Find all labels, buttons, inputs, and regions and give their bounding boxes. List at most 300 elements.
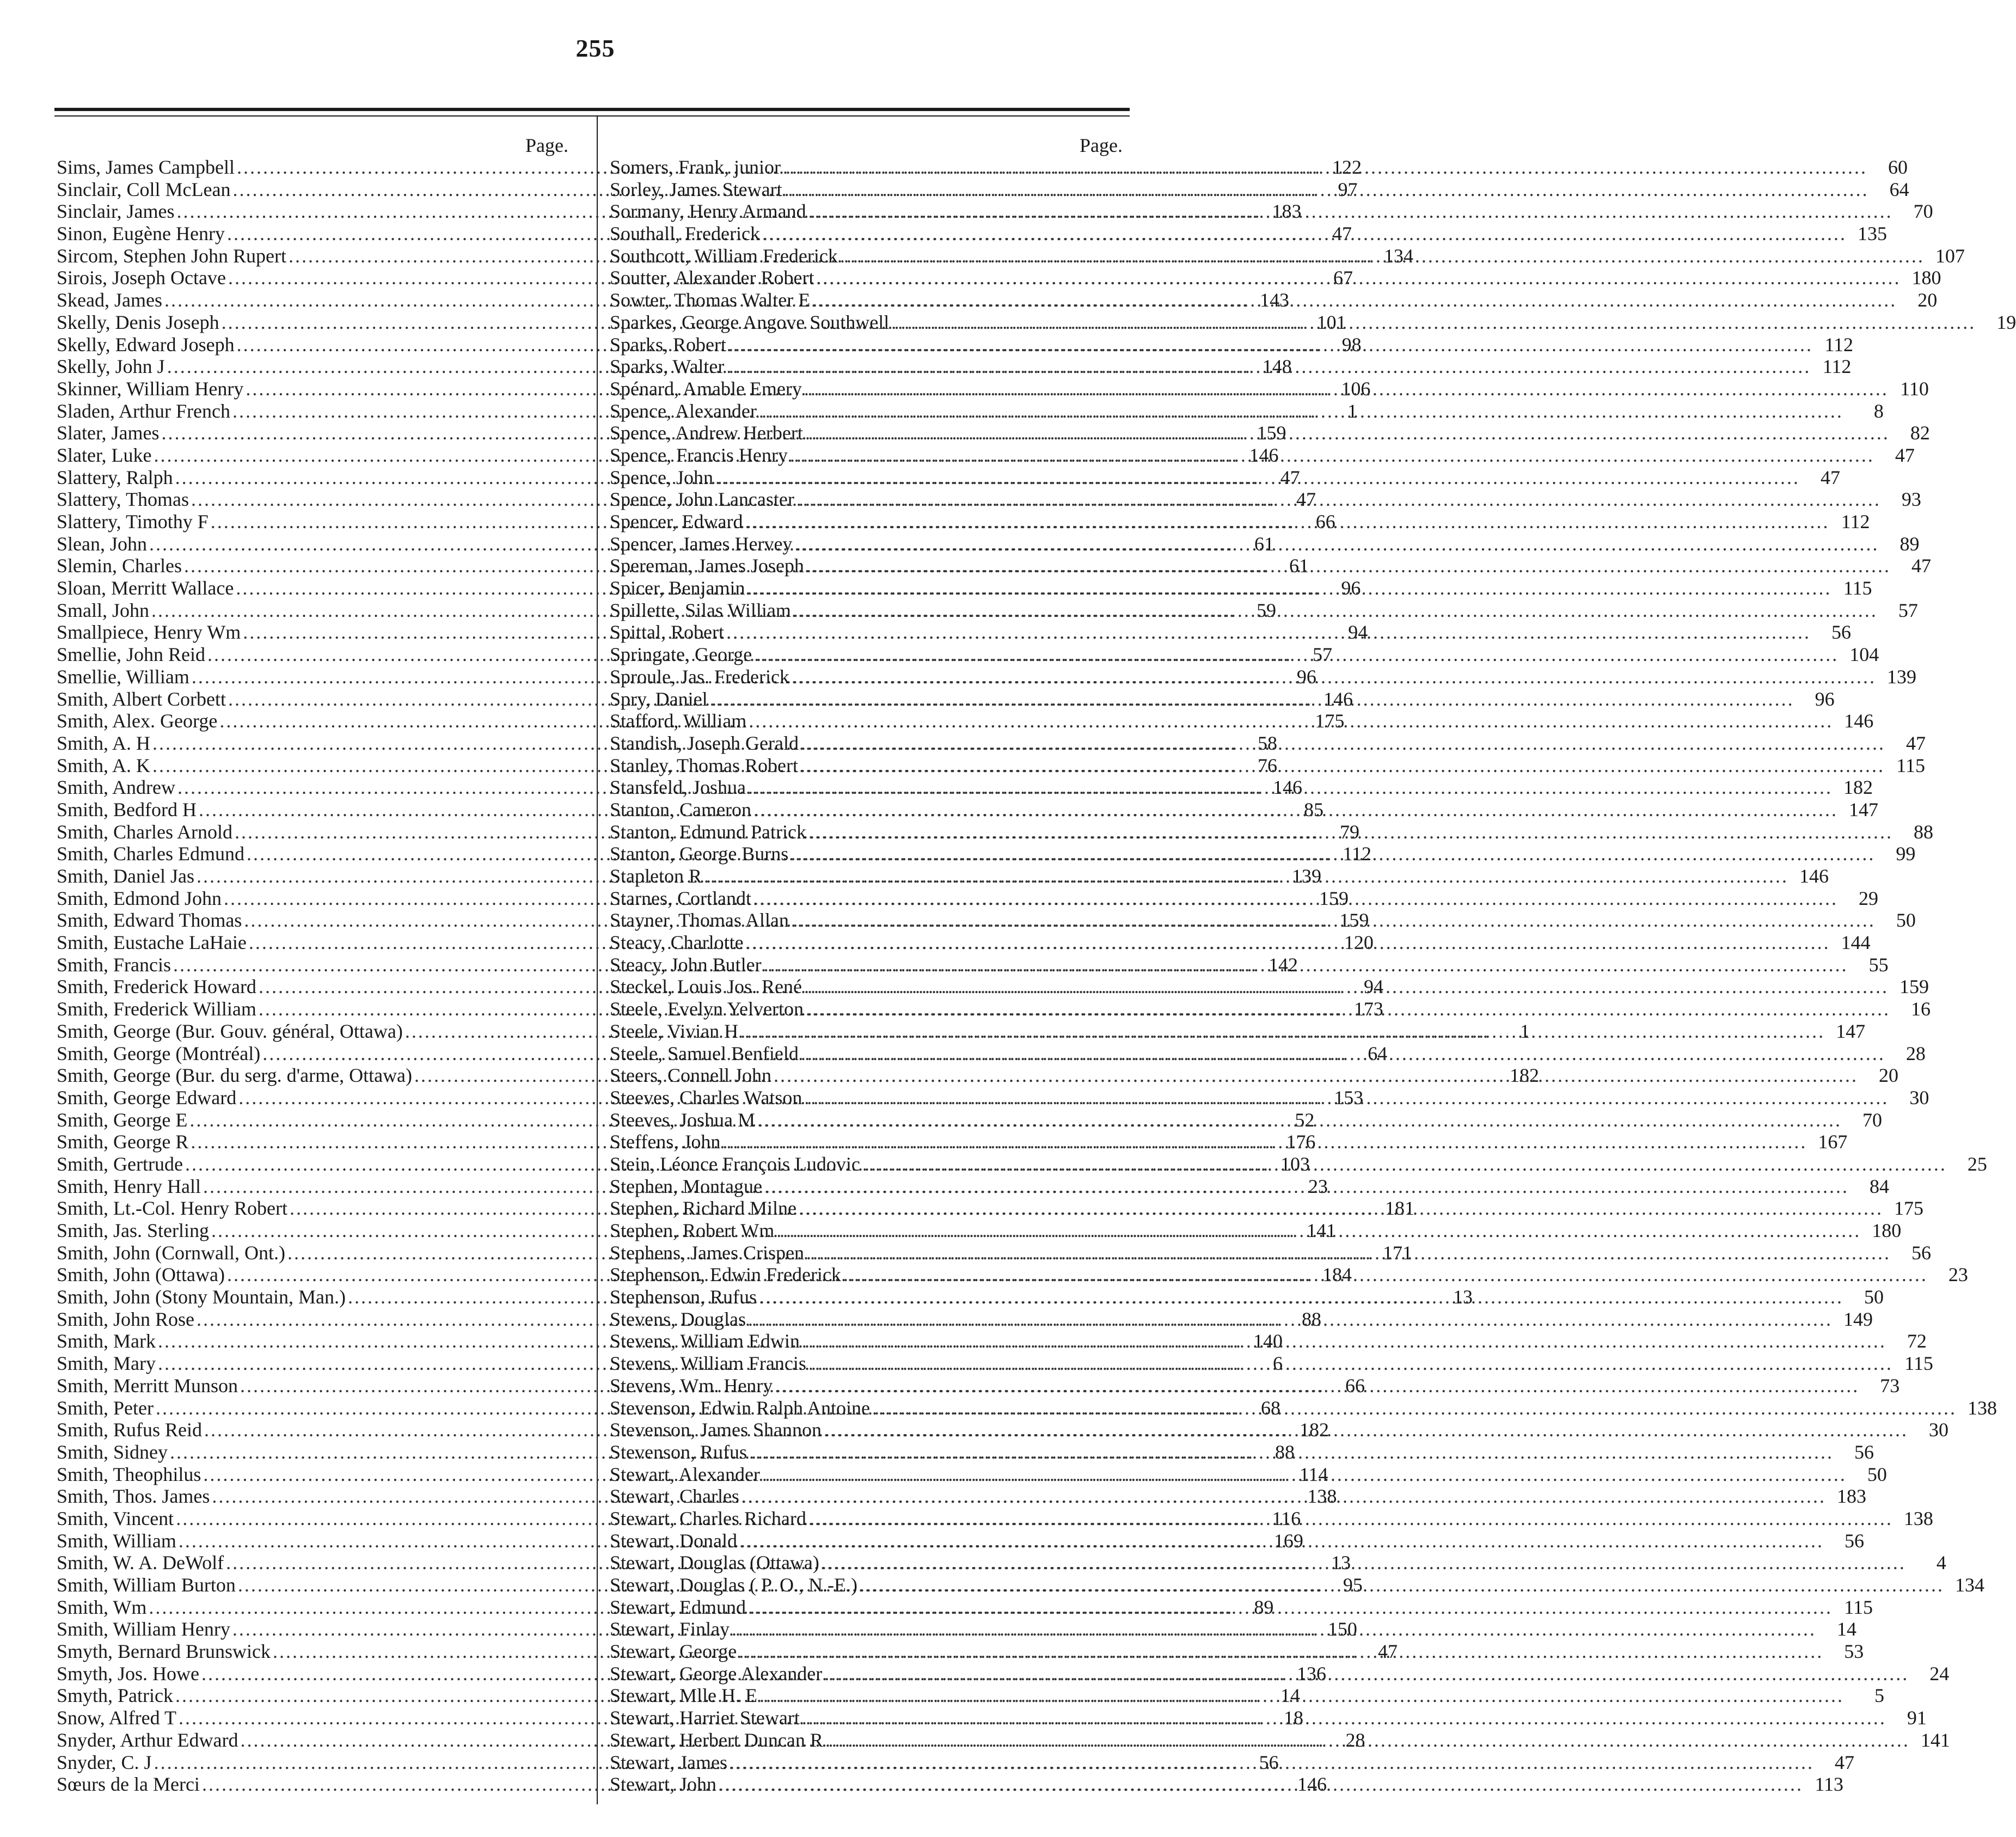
- entry-page-number: 146: [1273, 776, 1303, 799]
- dot-leader: [752, 644, 1841, 666]
- right-page-heading: Page.: [1080, 134, 1123, 156]
- entry-name: Smith, George (Bur. Gouv. général, Ottawa): [57, 1020, 403, 1042]
- entry-page-number: 96: [1296, 665, 1316, 688]
- dot-leader: [810, 289, 1899, 311]
- entry-name: Smith, Eustache LaHaie: [57, 932, 247, 954]
- entry-page-number: 23: [1308, 1175, 1328, 1197]
- entry-name: Stanton, George Burns: [610, 843, 789, 865]
- page-number: 255: [575, 34, 615, 62]
- entry-name: Springate, George: [610, 644, 752, 666]
- entry-name: Smith, Merritt Munson: [57, 1374, 238, 1397]
- entry-name: Stevenson, Rufus: [610, 1441, 747, 1463]
- dot-leader: [746, 1596, 1835, 1619]
- entry-page-number: 5: [1874, 1685, 1884, 1707]
- entry-name: Stevenson, Edwin Ralph Antoine: [610, 1397, 870, 1419]
- entry-page-number: 24: [1929, 1662, 1950, 1685]
- entry-page-number: 47: [1377, 1640, 1398, 1663]
- dot-leader: [792, 533, 1881, 555]
- entry-page-number: 184: [1322, 1264, 1352, 1286]
- entry-page-number: 8: [1873, 400, 1884, 422]
- dot-leader: [720, 1131, 1809, 1153]
- dot-leader: [760, 1464, 1849, 1486]
- entry-page-number: 169: [1273, 1529, 1303, 1552]
- dot-leader: [794, 488, 1883, 511]
- entry-name: Smith, John (Ottawa): [57, 1264, 225, 1286]
- entry-page-number: 94: [1348, 621, 1368, 644]
- entry-name: Stewart, Mlle H. E: [610, 1685, 757, 1707]
- dot-leader: [739, 1485, 1828, 1508]
- entry-name: Spereman, James Joseph: [610, 555, 804, 577]
- entry-name: Stewart, John: [610, 1773, 716, 1796]
- entry-page-number: 114: [1299, 1463, 1328, 1485]
- entry-name: Skelly, Edward Joseph: [57, 333, 235, 356]
- entry-page-number: 143: [1259, 289, 1289, 311]
- entry-name: Stevens, Wm. Henry: [610, 1374, 773, 1397]
- entry-page-number: 13: [1331, 1552, 1351, 1574]
- entry-page-number: 53: [1844, 1640, 1864, 1663]
- entry-page-number: 110: [1900, 377, 1929, 400]
- entry-page-number: 56: [1844, 1529, 1864, 1552]
- index-entry: [610, 466, 1840, 489]
- entry-name: Spry, Daniel: [610, 688, 708, 710]
- entry-page-number: 115: [1904, 1352, 1933, 1375]
- dot-leader: [799, 732, 1888, 755]
- dot-leader: [806, 1352, 1895, 1375]
- entry-page-number: 116: [1272, 1507, 1301, 1529]
- dot-leader: [782, 179, 1871, 201]
- entry-page-number: 66: [1345, 1374, 1365, 1397]
- entry-page-number: 67: [1333, 267, 1353, 289]
- dot-leader: [746, 1308, 1835, 1331]
- entry-page-number: 147: [1836, 1020, 1866, 1042]
- entry-page-number: 159: [1257, 422, 1286, 444]
- entry-name: Steele, Samuel Benfield: [610, 1042, 799, 1064]
- entry-page-number: 176: [1286, 1131, 1316, 1153]
- entry-page-number: 142: [1269, 953, 1298, 976]
- entry-page-number: 141: [1307, 1220, 1337, 1241]
- entry-page-number: 183: [1836, 1485, 1866, 1508]
- entry-name: Smith, Frederick William: [57, 998, 256, 1020]
- entry-name: Stein, Léonce François Ludovic: [610, 1153, 860, 1175]
- entry-page-number: 50: [1896, 909, 1916, 932]
- entry-page-number: 112: [1824, 333, 1853, 356]
- entry-name: Spittal, Robert: [610, 621, 724, 644]
- entry-page-number: 115: [1843, 577, 1872, 599]
- dot-leader: [743, 511, 1831, 533]
- entry-name: Smyth, Jos. Howe: [57, 1662, 200, 1685]
- entry-name: Stayner, Thomas Allan: [610, 909, 789, 932]
- entry-name: Smith, W. A. DeWolf: [57, 1552, 224, 1574]
- entry-name: Smith, Gertrude: [57, 1153, 183, 1175]
- dot-leader: [762, 1175, 1851, 1198]
- entry-page-number: 96: [1815, 688, 1835, 710]
- entry-name: Smith, William: [57, 1529, 176, 1552]
- entry-page-number: 112: [1822, 356, 1852, 378]
- entry-name: Smith, Frederick Howard: [57, 976, 256, 998]
- entry-name: Smith, John Rose: [57, 1308, 195, 1330]
- entry-page-number: 175: [1894, 1197, 1923, 1220]
- entry-name: Steacy, Charlotte: [610, 932, 744, 954]
- entry-name: Snow, Alfred T: [57, 1707, 176, 1729]
- entry-page-number: 30: [1928, 1419, 1948, 1441]
- entry-page-number: 56: [1831, 621, 1851, 644]
- entry-page-number: 70: [1862, 1109, 1882, 1131]
- entry-name: Steers, Connell John: [610, 1064, 771, 1087]
- entry-name: Stewart, Alexander: [610, 1463, 760, 1485]
- dot-leader: [802, 976, 1891, 998]
- entry-name: Stewart, James: [610, 1751, 727, 1773]
- entry-page-number: 47: [1911, 555, 1931, 577]
- dot-leader: [841, 1264, 1930, 1286]
- entry-page-number: 171: [1383, 1241, 1412, 1264]
- entry-page-number: 82: [1910, 422, 1930, 444]
- entry-name: Stanton, Edmund Patrick: [610, 820, 806, 843]
- entry-name: Steckel, Louis Jos. René: [610, 976, 802, 998]
- entry-page-number: 181: [1384, 1197, 1414, 1220]
- entry-page-number: 68: [1261, 1397, 1280, 1419]
- entry-name: Steeves, Joshua M: [610, 1109, 755, 1131]
- entry-name: Smith, Francis: [57, 953, 171, 976]
- entry-name: Stewart, Douglas ( P. O., N.-E.): [610, 1574, 857, 1596]
- entry-name: Steele, Vivian H: [610, 1020, 739, 1042]
- entry-name: Smith, Lt.-Col. Henry Robert: [57, 1197, 287, 1220]
- dot-leader: [800, 1330, 1889, 1352]
- dot-leader: [737, 1530, 1826, 1552]
- entry-name: Smyth, Patrick: [57, 1685, 173, 1707]
- entry-name: Smith, Edward Thomas: [57, 909, 242, 932]
- dot-leader: [746, 710, 1835, 732]
- entry-name: Skelly, Denis Joseph: [57, 311, 219, 333]
- dot-leader: [757, 400, 1846, 422]
- entry-page-number: 180: [1911, 267, 1941, 289]
- entry-page-number: 6: [1273, 1352, 1283, 1375]
- entry-page-number: 18: [1284, 1707, 1303, 1729]
- entry-page-number: 96: [1341, 577, 1361, 599]
- entry-page-number: 66: [1315, 511, 1335, 532]
- entry-page-number: 73: [1880, 1374, 1900, 1397]
- entry-page-number: 122: [1332, 156, 1362, 178]
- entry-name: Sinclair, Coll McLean: [57, 178, 231, 200]
- entry-name: Spénard, Amable Emery: [610, 377, 802, 400]
- dot-leader: [724, 621, 1813, 644]
- dot-leader: [857, 1574, 1946, 1596]
- entry-page-number: 159: [1899, 976, 1929, 998]
- entry-name: Smith, John (Stony Mountain, Man.): [57, 1286, 346, 1308]
- entry-name: Smith, George (Bur. du serg. d'arme, Ottawa): [57, 1064, 413, 1087]
- entry-page-number: 95: [1343, 1574, 1363, 1596]
- entry-name: Smyth, Bernard Brunswick: [57, 1640, 271, 1663]
- dot-leader: [713, 467, 1802, 489]
- dot-leader: [702, 865, 1791, 887]
- entry-name: Smith, Henry Hall: [57, 1175, 201, 1197]
- dot-leader: [755, 1109, 1844, 1131]
- entry-name: Sormany, Henry Armand: [610, 200, 806, 223]
- entry-name: Stewart, Charles: [610, 1485, 739, 1508]
- entry-name: Smith, William Henry: [57, 1618, 230, 1640]
- entry-name: Skinner, William Henry: [57, 377, 244, 400]
- entry-name: Snyder, C. J: [57, 1751, 152, 1773]
- entry-name: Spence, John: [610, 466, 713, 488]
- entry-page-number: 56: [1854, 1441, 1874, 1463]
- entry-page-number: 115: [1844, 1596, 1873, 1618]
- entry-page-number: 56: [1259, 1751, 1279, 1773]
- entry-page-number: 173: [1353, 998, 1383, 1020]
- entry-name: Smith, Alex. George: [57, 710, 218, 732]
- dot-leader: [781, 156, 1870, 179]
- entry-name: Stewart, Charles Richard: [610, 1507, 806, 1529]
- entry-page-number: 182: [1510, 1064, 1540, 1087]
- entry-page-number: 101: [1316, 311, 1346, 333]
- entry-page-number: 146: [1799, 865, 1829, 887]
- dot-leader: [757, 1685, 1846, 1707]
- entry-name: Slattery, Timothy F: [57, 511, 209, 532]
- entry-page-number: 94: [1363, 976, 1383, 998]
- entry-name: Smith, Rufus Reid: [57, 1419, 203, 1441]
- index-entry: [610, 400, 1884, 422]
- entry-page-number: 146: [1297, 1773, 1327, 1796]
- entry-name: Spence, Francis Henry: [610, 444, 788, 466]
- dot-leader: [789, 909, 1878, 932]
- entry-name: Slattery, Thomas: [57, 488, 189, 511]
- entry-page-number: 50: [1864, 1286, 1884, 1308]
- dot-leader: [799, 1043, 1888, 1065]
- entry-name: Sproule, Jas. Frederick: [610, 665, 789, 688]
- entry-name: Smith, A. K: [57, 754, 151, 776]
- entry-name: Smith, Edmond John: [57, 887, 222, 909]
- entry-page-number: 112: [1343, 843, 1371, 865]
- entry-page-number: 146: [1323, 688, 1353, 710]
- dot-leader: [800, 1707, 1889, 1729]
- entry-page-number: 112: [1841, 511, 1870, 532]
- dot-leader: [771, 1064, 1860, 1087]
- entry-name: Small, John: [57, 599, 150, 621]
- entry-name: Smellie, William: [57, 665, 189, 688]
- entry-name: Slater, James: [57, 422, 160, 444]
- entry-page-number: 141: [1920, 1729, 1950, 1751]
- entry-name: Sparkes, George Angove Southwell: [610, 311, 890, 333]
- entry-page-number: 113: [1815, 1773, 1843, 1796]
- entry-page-number: 136: [1297, 1662, 1327, 1685]
- entry-name: Stephen, Robert Wm: [610, 1220, 775, 1241]
- dot-leader: [751, 799, 1840, 821]
- dot-leader: [762, 954, 1850, 976]
- entry-page-number: 47: [1820, 466, 1840, 488]
- entry-name: Slater, Luke: [57, 444, 152, 466]
- entry-name: Slemin, Charles: [57, 555, 182, 577]
- entry-page-number: 144: [1841, 932, 1871, 954]
- dot-leader: [814, 267, 1903, 289]
- entry-name: Stevens, Douglas: [610, 1308, 746, 1330]
- entry-page-number: 70: [1913, 200, 1933, 223]
- entry-name: Sims, James Campbell: [57, 156, 235, 178]
- entry-name: Smith, Daniel Jas: [57, 865, 194, 887]
- entry-name: Smith, Charles Arnold: [57, 820, 232, 843]
- entry-page-number: 120: [1344, 932, 1374, 954]
- entry-page-number: 56: [1911, 1241, 1931, 1264]
- entry-name: Smith, Peter: [57, 1397, 154, 1419]
- entry-page-number: 138: [1307, 1485, 1337, 1508]
- entry-page-number: 138: [1903, 1507, 1933, 1529]
- entry-page-number: 146: [1249, 444, 1279, 466]
- entry-page-number: 20: [1917, 289, 1938, 311]
- entry-name: Stephens, James Crispen: [610, 1241, 804, 1264]
- dot-leader: [791, 599, 1880, 622]
- entry-page-number: 14: [1280, 1685, 1300, 1707]
- entry-page-number: 47: [1332, 223, 1352, 245]
- dot-leader: [796, 1197, 1885, 1220]
- entry-name: Stapleton R: [610, 865, 702, 887]
- entry-name: Stansfeld, Joshua: [610, 776, 746, 799]
- entry-name: Snyder, Arthur Edward: [57, 1729, 238, 1751]
- header-rule-thick: [54, 108, 1130, 111]
- entry-name: Sinon, Eugène Henry: [57, 223, 225, 245]
- entry-name: Soutter, Alexander Robert: [610, 267, 814, 289]
- entry-name: Smith, George (Montréal): [57, 1042, 261, 1064]
- entry-page-number: 47: [1895, 444, 1915, 466]
- index-entry: [610, 1352, 1933, 1375]
- entry-name: Spence, Andrew Herbert: [610, 422, 803, 444]
- dot-leader: [889, 311, 1978, 334]
- entry-name: Sirois, Joseph Octave: [57, 267, 226, 289]
- entry-page-number: 150: [1327, 1618, 1357, 1640]
- entry-page-number: 167: [1818, 1131, 1848, 1153]
- entry-name: Smith, Jas. Sterling: [57, 1220, 210, 1241]
- entry-page-number: 93: [1901, 488, 1921, 511]
- entry-name: Slattery, Ralph: [57, 466, 173, 488]
- dot-leader: [788, 444, 1877, 467]
- dot-leader: [737, 1640, 1825, 1663]
- entry-page-number: 146: [1844, 710, 1874, 732]
- entry-name: Stewart, Finlay: [610, 1618, 730, 1640]
- entry-name: Smith, Sidney: [57, 1441, 168, 1463]
- entry-name: Smith, George R: [57, 1131, 189, 1153]
- dot-leader: [806, 821, 1895, 843]
- entry-name: Stephen, Richard Milne: [610, 1197, 796, 1220]
- entry-page-number: 140: [1253, 1330, 1283, 1352]
- entry-page-number: 175: [1315, 710, 1345, 732]
- dot-leader: [804, 998, 1892, 1020]
- dot-leader: [724, 356, 1813, 378]
- entry-name: Smith, Mary: [57, 1352, 156, 1375]
- dot-leader: [860, 1153, 1949, 1175]
- entry-name: Starnes, Cortlandt: [610, 887, 751, 909]
- entry-page-number: 30: [1909, 1086, 1929, 1109]
- entry-page-number: 61: [1254, 532, 1274, 555]
- entry-name: Smith, Bedford H: [57, 798, 197, 820]
- entry-name: Sparks, Robert: [610, 333, 726, 356]
- entry-page-number: 183: [1272, 200, 1302, 223]
- entry-name: Spicer, Benjamin: [610, 577, 745, 599]
- dot-leader: [774, 1220, 1863, 1242]
- entry-page-number: 104: [1849, 644, 1879, 666]
- entry-name: Stewart, Donald: [610, 1529, 737, 1552]
- entry-name: Smith, George Edward: [57, 1086, 237, 1109]
- entry-page-number: 79: [1340, 820, 1359, 843]
- dot-leader: [806, 1508, 1895, 1530]
- dot-leader: [708, 688, 1797, 711]
- entry-name: Stephen, Montague: [610, 1175, 762, 1197]
- entry-page-number: 88: [1275, 1441, 1295, 1463]
- dot-leader: [804, 1242, 1893, 1264]
- entry-name: Stevenson, James Shannon: [610, 1419, 822, 1441]
- entry-name: Steacy, John Butler: [610, 953, 762, 976]
- entry-page-number: 148: [1262, 356, 1292, 378]
- entry-page-number: 88: [1302, 1308, 1322, 1330]
- entry-page-number: 23: [1948, 1264, 1968, 1286]
- dot-leader: [738, 1020, 1827, 1043]
- dot-leader: [760, 223, 1849, 245]
- entry-page-number: 134: [1383, 244, 1413, 267]
- entry-name: Stewart, Edmund: [610, 1596, 746, 1618]
- left-page-heading: Page.: [525, 134, 568, 156]
- entry-name: Stewart, George Alexander: [610, 1662, 823, 1685]
- entry-name: Smellie, John Reid: [57, 644, 205, 666]
- entry-page-number: 60: [1888, 156, 1908, 178]
- dot-leader: [804, 555, 1893, 577]
- entry-name: Smith, William Burton: [57, 1574, 236, 1596]
- entry-name: Southcott, William Frederick: [610, 244, 838, 267]
- entry-page-number: 139: [1886, 665, 1916, 688]
- dot-leader: [822, 1663, 1911, 1685]
- entry-page-number: 106: [1341, 377, 1371, 400]
- entry-page-number: 76: [1258, 754, 1278, 776]
- dot-leader: [838, 245, 1927, 267]
- dot-leader: [773, 1375, 1861, 1397]
- entry-page-number: 57: [1313, 644, 1332, 666]
- entry-name: Smith, John (Cornwall, Ont.): [57, 1241, 285, 1264]
- entry-name: Stafford, William: [610, 710, 747, 732]
- entry-name: Southall, Frederick: [610, 223, 760, 245]
- entry-page-number: 182: [1843, 776, 1873, 799]
- entry-name: Sircom, Stephen John Rupert: [57, 244, 286, 267]
- entry-page-number: 47: [1905, 732, 1926, 754]
- entry-name: Sorley, James Stewart: [610, 178, 782, 200]
- entry-page-number: 115: [1896, 754, 1925, 776]
- entry-name: Stewart, George: [610, 1640, 737, 1663]
- entry-page-number: 88: [1913, 820, 1933, 843]
- entry-name: Spence, John Lancaster: [610, 488, 794, 511]
- dot-leader: [726, 334, 1815, 356]
- dot-leader: [806, 200, 1895, 223]
- entry-name: Smith, Mark: [57, 1330, 156, 1352]
- entry-page-number: 97: [1338, 178, 1358, 200]
- entry-page-number: 134: [1954, 1574, 1984, 1596]
- entry-page-number: 57: [1898, 599, 1918, 621]
- entry-page-number: 4: [1936, 1552, 1946, 1574]
- entry-page-number: 55: [1868, 953, 1889, 976]
- entry-page-number: 89: [1899, 532, 1920, 555]
- entry-name: Smith, George E: [57, 1109, 188, 1131]
- entry-page-number: 47: [1834, 1751, 1854, 1773]
- entry-name: Smith, A. H: [57, 732, 151, 754]
- entry-name: Stephenson, Edwin Frederick: [610, 1264, 841, 1286]
- dot-leader: [757, 1286, 1846, 1308]
- entry-name: Somers, Frank, junior: [610, 156, 781, 178]
- entry-page-number: 99: [1896, 843, 1916, 865]
- entry-name: Stevens, William Francis: [610, 1352, 806, 1375]
- dot-leader: [789, 666, 1878, 688]
- entry-page-number: 98: [1341, 333, 1362, 356]
- entry-page-number: 59: [1257, 599, 1277, 621]
- entry-name: Stewart, Herbert Duncan R: [610, 1729, 823, 1751]
- entry-page-number: 16: [1910, 998, 1931, 1020]
- dot-leader: [751, 887, 1840, 910]
- entry-page-number: 20: [1878, 1064, 1898, 1087]
- entry-page-number: 91: [1907, 1707, 1927, 1729]
- dot-leader: [822, 1419, 1910, 1441]
- entry-page-number: 1: [1519, 1020, 1530, 1042]
- dot-leader: [802, 378, 1891, 400]
